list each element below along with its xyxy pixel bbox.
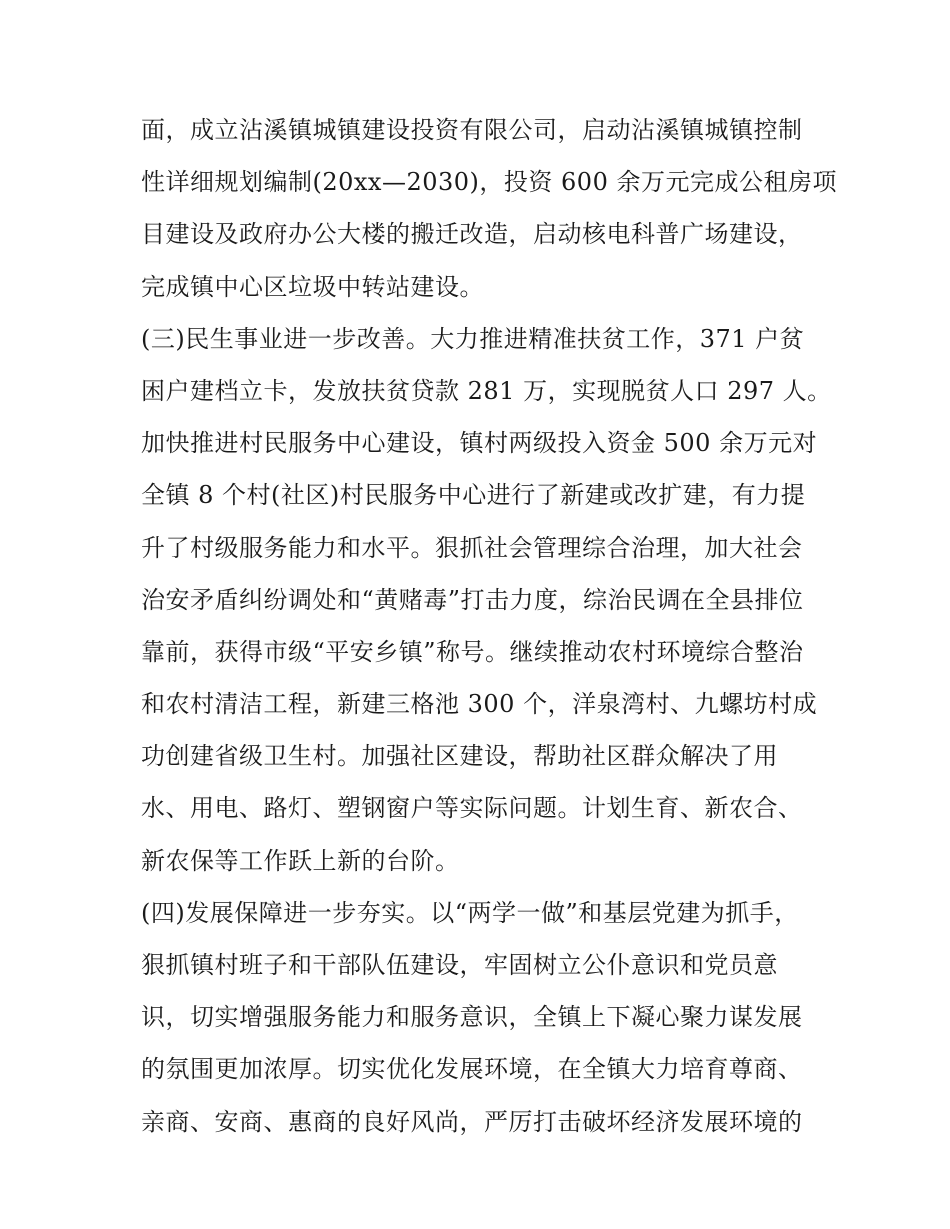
text-line: 和农村清洁工程，新建三格池 300 个，洋泉湾村、九螺坊村成 <box>141 690 818 719</box>
text-line: 升了村级服务能力和水平。狠抓社会管理综合治理，加大社会 <box>141 533 803 562</box>
text-line: 亲商、安商、惠商的良好风尚，严厉打击破坏经济发展环境的 <box>141 1107 803 1136</box>
text-line: 治安矛盾纠纷调处和“黄赌毒”打击力度，综治民调在全县排位 <box>141 585 804 614</box>
body-text <box>141 104 837 1148</box>
text-line: 水、用电、路灯、塑钢窗户等实际问题。计划生育、新农合、 <box>141 794 803 823</box>
text-line: 加快推进村民服务中心建设，镇村两级投入资金 500 余万元对 <box>141 429 818 458</box>
text-line: (四)发展保障进一步夯实。以“两学一做”和基层党建为抓手， <box>141 898 799 927</box>
text-line: 完成镇中心区垃圾中转站建设。 <box>141 272 484 301</box>
text-line: 狠抓镇村班子和干部队伍建设，牢固树立公仆意识和党员意 <box>141 951 778 979</box>
text-line: 识，切实增强服务能力和服务意识，全镇上下凝心聚力谋发展 <box>141 1003 803 1032</box>
text-line: 性详细规划编制(20xx—2030)，投资 600 余万元完成公租房项 <box>141 168 837 197</box>
text-line: 困户建档立卡，发放扶贫贷款 281 万，实现脱贫人口 297 人。 <box>141 376 832 405</box>
text-line: 的氛围更加浓厚。切实优化发展环境，在全镇大力培育尊商、 <box>141 1055 803 1084</box>
text-line: 面，成立沾溪镇城镇建设投资有限公司，启动沾溪镇城镇控制 <box>141 116 803 144</box>
text-line: (三)民生事业进一步改善。大力推进精准扶贫工作，371 户贫 <box>141 324 805 353</box>
text-line: 功创建省级卫生村。加强社区建设，帮助社区群众解决了用 <box>141 742 778 771</box>
text-line: 靠前，获得市级“平安乡镇”称号。继续推动农村环境综合整治 <box>141 637 804 666</box>
text-line: 目建设及政府办公大楼的搬迁改造，启动核电科普广场建设， <box>141 220 803 249</box>
text-line: 全镇 8 个村(社区)村民服务中心进行了新建或改扩建，有力提 <box>141 481 806 510</box>
text-line: 新农保等工作跃上新的台阶。 <box>141 846 460 875</box>
